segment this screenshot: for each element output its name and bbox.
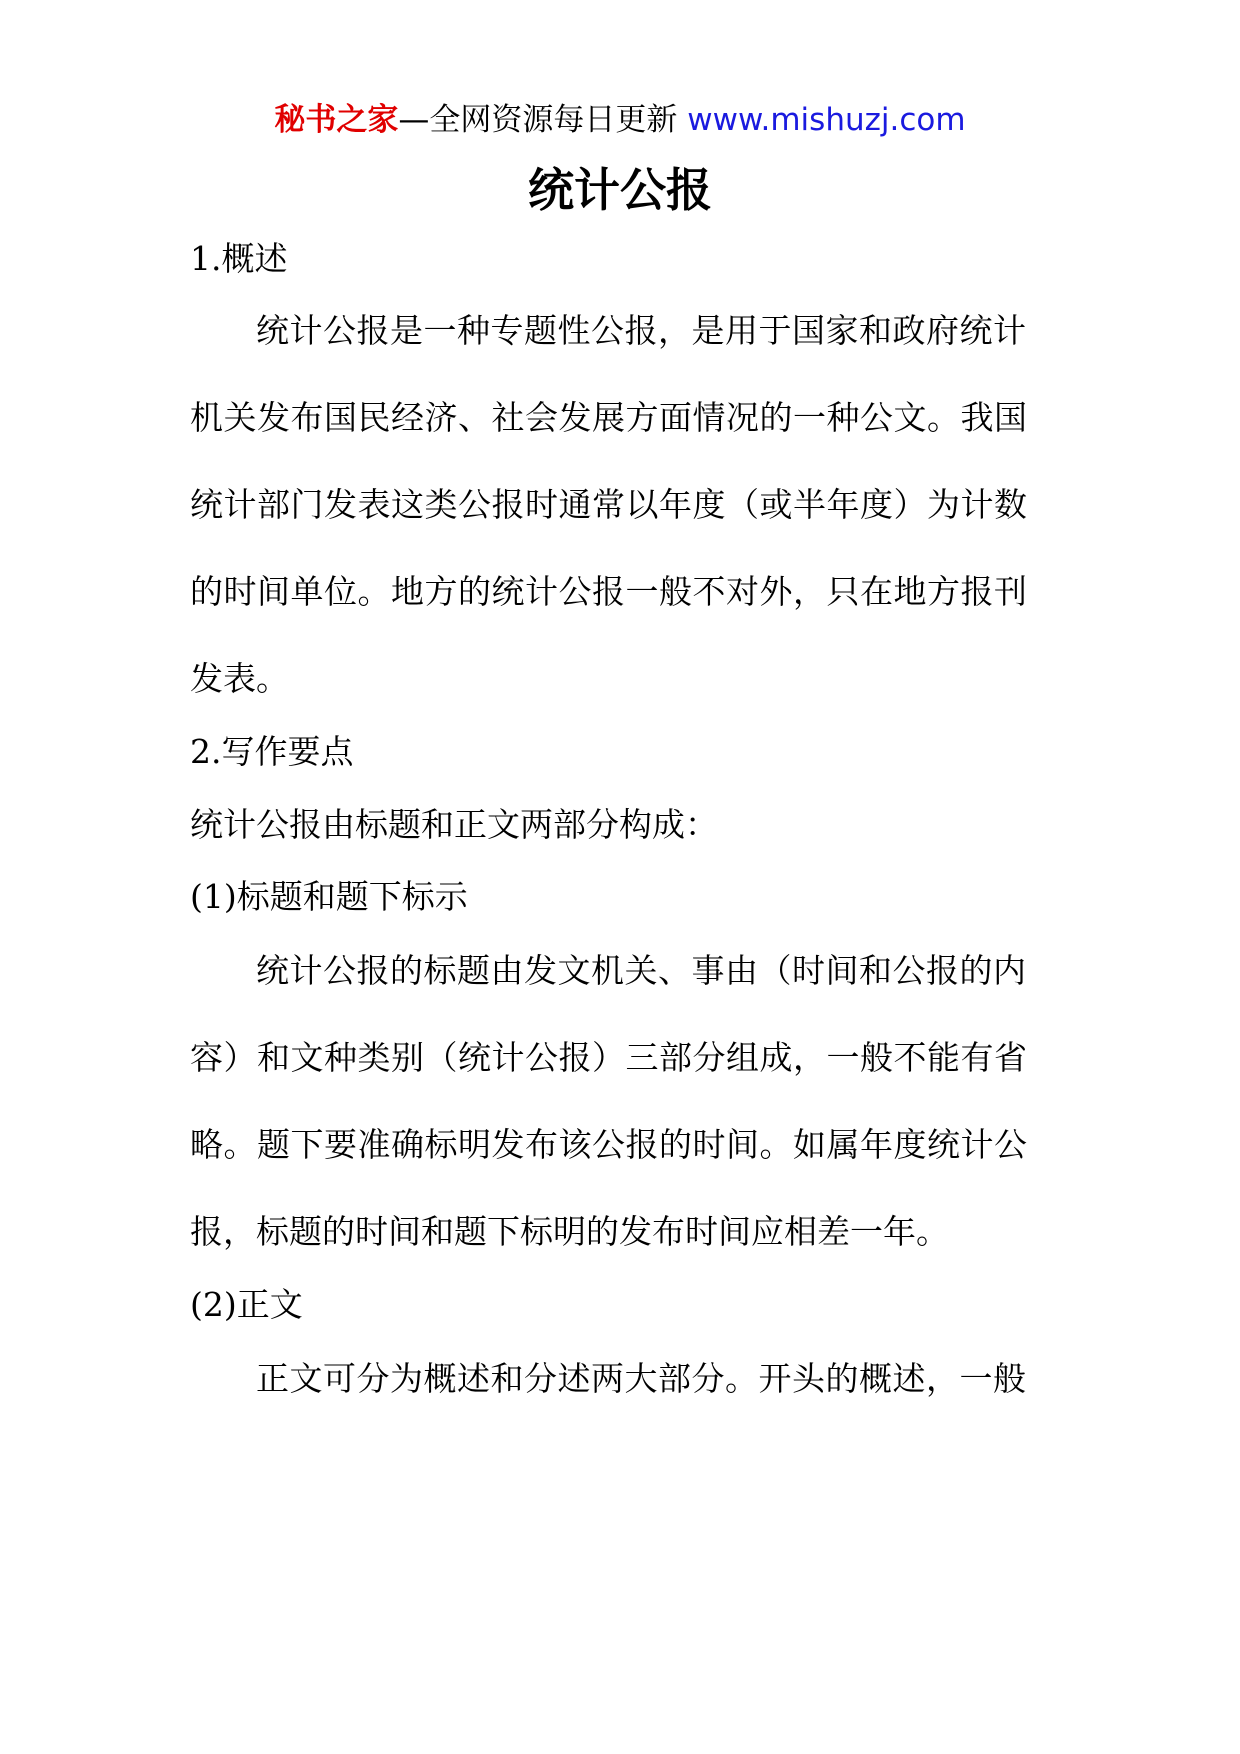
paragraph-line: 机关发布国民经济、社会发展方面情况的一种公文。我国	[190, 398, 1028, 437]
paragraph-line: 略。题下要准确标明发布该公报的时间。如属年度统计公	[190, 1125, 1028, 1164]
section-heading-writing-points: 2.写作要点	[190, 732, 354, 771]
brand-name: 秘书之家	[274, 102, 399, 138]
paragraph-line: 统计公报由标题和正文两部分构成：	[190, 805, 718, 844]
paragraph-line: 的时间单位。地方的统计公报一般不对外，只在地方报刊	[190, 572, 1028, 611]
paragraph-line: 正文可分为概述和分述两大部分。开头的概述，一般	[256, 1359, 1027, 1398]
paragraph-line: 发表。	[190, 659, 289, 698]
paragraph-line: 报，标题的时间和题下标明的发布时间应相差一年。	[190, 1212, 949, 1251]
document-title: 统计公报	[528, 163, 712, 217]
site-url-link[interactable]: www.mishuzj.com	[687, 102, 966, 138]
subsection-heading-body: (2)正文	[190, 1285, 303, 1324]
paragraph-line: 统计部门发表这类公报时通常以年度（或半年度）为计数	[190, 485, 1028, 524]
site-header	[0, 98, 1240, 142]
header-slogan: —全网资源每日更新	[398, 102, 678, 138]
paragraph-line: 容）和文种类别（统计公报）三部分组成，一般不能有省	[190, 1038, 1028, 1077]
subsection-heading-title: (1)标题和题下标示	[190, 877, 468, 916]
paragraph-line: 统计公报是一种专题性公报，是用于国家和政府统计	[256, 311, 1027, 350]
section-heading-overview: 1.概述	[190, 239, 288, 278]
paragraph-line: 统计公报的标题由发文机关、事由（时间和公报的内	[256, 951, 1027, 990]
